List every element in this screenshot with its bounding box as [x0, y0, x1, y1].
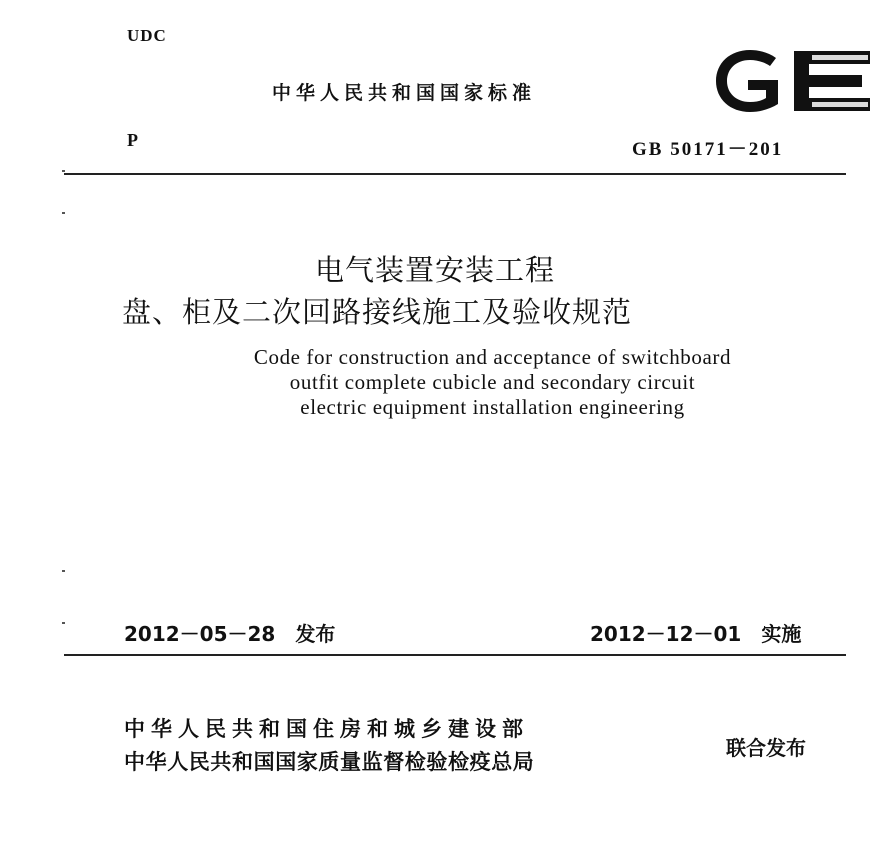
title-en-line-3: electric equipment installation engineering — [300, 395, 685, 419]
issuer-aqsiq: 中华人民共和国国家质量监督检验检疫总局 — [124, 750, 535, 774]
title-en-line-2: outfit complete cubicle and secondary circuit — [289, 370, 696, 394]
date-divider — [64, 654, 846, 656]
joint-release-label: 联合发布 — [726, 736, 806, 760]
national-standard-heading: 中华人民共和国国家标准 — [272, 82, 537, 104]
category-code: P — [127, 130, 138, 150]
title-cn-line-1: 电气装置安装工程 — [314, 253, 555, 287]
title-cn-line-2: 盘、柜及二次回路接线施工及验收规范 — [122, 295, 633, 329]
scan-speck — [62, 622, 65, 624]
gb-logo-icon — [712, 48, 870, 114]
title-en-line-1: Code for construction and acceptance of switchboard — [253, 345, 732, 369]
standard-number: GB 50171－201 — [632, 139, 784, 160]
issuer-ministry-housing: 中华人民共和国住房和城乡建设部 — [124, 717, 529, 741]
header-divider — [64, 173, 846, 175]
scan-speck — [62, 212, 65, 214]
issue-date: 2012－05－28 发布 — [124, 622, 336, 646]
implementation-date: 2012－12－01 实施 — [590, 622, 802, 646]
scan-speck — [62, 170, 65, 172]
udc-label: UDC — [127, 26, 167, 45]
scan-speck — [62, 570, 65, 572]
